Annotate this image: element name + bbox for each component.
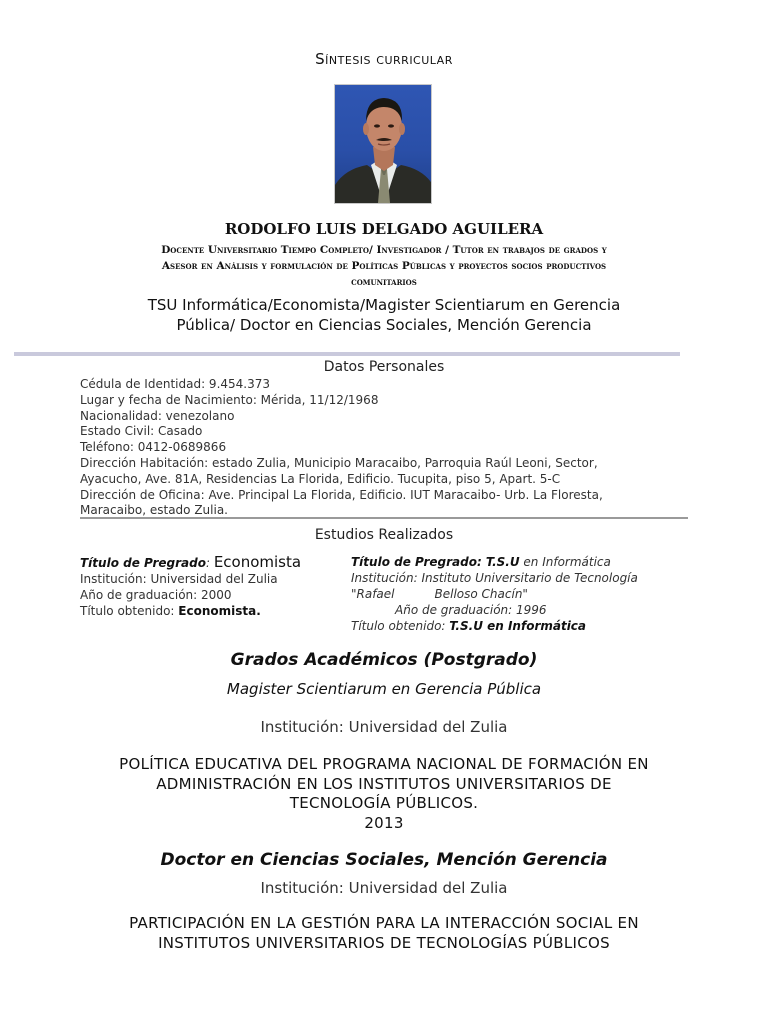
title-obtained-label: Título obtenido: [351,619,450,633]
institution-continued [351,586,691,602]
magister-institution: Institución: Universidad del Zulia [260,718,508,736]
graduation-year: Año de graduación: 2000 [80,588,232,602]
degree-row [351,554,691,570]
section-divider [80,517,688,519]
roles-line: comunitarios [351,276,417,288]
doctor-degree: Doctor en Ciencias Sociales, Mención Gerencia [160,850,608,870]
study-tsu [351,554,691,634]
title-obtained [80,603,342,619]
personal-data-line: Dirección de Oficina: Ave. Principal La Florida, Edificio. IUT Maracaibo- Urb. La Floresta, [80,487,603,502]
magister-degree: Magister Scientiarum en Gerencia Pública [226,680,542,698]
institution-line: Institución: Instituto Universitario de Tecnología [351,571,638,585]
degree-label: Título de Pregrado: [351,555,482,569]
section-divider [14,352,680,356]
thesis-line: POLÍTICA EDUCATIVA DEL PROGRAMA NACIONAL DE FORMACIÓN EN [119,755,649,773]
graduation-year: Año de graduación: 1996 [395,603,547,617]
personal-data-line: Maracaibo, estado Zulia. [80,503,228,518]
institution-continued-b: Belloso Chacín" [434,587,528,601]
degree-row [80,554,342,571]
degrees-line: TSU Informática/Economista/Magister Scientiarum en Gerencia [147,296,621,314]
thesis-line: TECNOLOGÍA PÚBLICOS. [289,794,479,812]
document-title: Síntesis curricular [315,50,453,68]
roles-line: Docente Universitario Tiempo Completo/ Investigador / Tutor en trabajos de grados y [161,244,607,256]
degree-value: en Informática [519,555,611,569]
roles-line: Asesor en Análisis y formulación de Políticas Públicas y proyectos socios productivos [161,260,607,272]
doctor-institution: Institución: Universidad del Zulia [260,879,508,897]
thesis-line: PARTICIPACIÓN EN LA GESTIÓN PARA LA INTERACCIÓN SOCIAL EN [129,914,639,932]
title-obtained-value: Economista. [178,604,261,618]
personal-data-list [80,377,680,519]
studies-heading: Estudios Realizados [314,527,454,543]
personal-data-line: Lugar y fecha de Nacimiento: Mérida, 11/12/1968 [80,392,379,407]
personal-data-line: Nacionalidad: venezolano [80,408,235,423]
personal-data-heading: Datos Personales [323,359,445,375]
personal-data-line: Dirección Habitación: estado Zulia, Municipio Maracaibo, Parroquia Raúl Leoni, Sector, [80,455,598,470]
title-obtained-value: T.S.U en Informática [449,619,587,633]
title-obtained [351,618,691,634]
personal-data-line: Ayacucho, Ave. 81A, Residencias La Florida, Edificio. Tucupita, piso 5, Apart. 5-C [80,471,561,486]
title-obtained-label: Título obtenido: [80,604,179,618]
portrait-illustration [335,85,432,204]
degree-value-bold: T.S.U [481,555,520,569]
degrees-line: Pública/ Doctor en Ciencias Sociales, Mención Gerencia [176,316,592,334]
postgrado-heading: Grados Académicos (Postgrado) [230,650,538,670]
thesis-line: INSTITUTOS UNIVERSITARIOS DE TECNOLOGÍAS PÚBLICOS [158,933,610,952]
person-roles [70,242,698,290]
person-degrees [70,295,698,335]
degree-label: Título de Pregrado [80,556,206,570]
portrait-photo [334,84,432,204]
degree-colon: : [205,556,214,570]
magister-thesis [40,755,728,833]
personal-data-line: Cédula de Identidad: 9.454.373 [80,377,271,391]
thesis-year: 2013 [364,813,404,832]
person-name: RODOLFO LUIS DELGADO AGUILERA [224,220,544,238]
study-economista [80,554,342,619]
thesis-line: ADMINISTRACIÓN EN LOS INSTITUTOS UNIVERSITARIOS DE [156,774,612,793]
degree-value: Economista [213,553,302,571]
institution-line: Institución: Universidad del Zulia [80,572,278,586]
doctor-thesis [40,914,728,953]
personal-data-line: Teléfono: 0412-0689866 [80,440,227,455]
institution-continued-a: "Rafael [351,587,395,601]
personal-data-line: Estado Civil: Casado [80,424,203,439]
